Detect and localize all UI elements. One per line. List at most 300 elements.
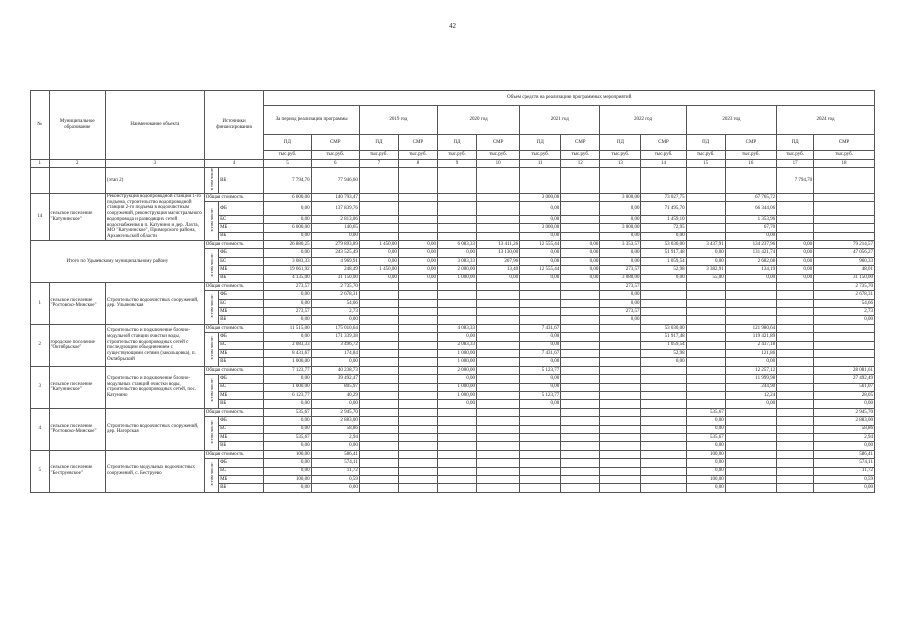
- value-cell: [561, 450, 600, 458]
- municipal-name: сельское поселение "Ростовско-Минское": [49, 408, 106, 450]
- value-cell: 1 459,10: [641, 215, 686, 223]
- value-cell: 0,00: [686, 484, 725, 492]
- value-cell: [398, 366, 437, 374]
- value-cell: [777, 383, 814, 391]
- value-cell: 960,33: [814, 257, 875, 265]
- value-cell: 0,00: [600, 299, 641, 307]
- header-column-number: 3: [106, 160, 205, 168]
- value-cell: 0,00: [641, 232, 686, 240]
- value-cell: [359, 408, 398, 416]
- funding-source: МБ: [219, 475, 264, 483]
- value-cell: [561, 316, 600, 324]
- header-unit: тыс.руб.: [398, 151, 437, 160]
- in-total-text: в том числе:: [208, 378, 214, 402]
- value-cell: 73 027,75: [641, 193, 686, 201]
- value-cell: [398, 291, 437, 299]
- value-cell: [477, 341, 520, 349]
- value-cell: [398, 383, 437, 391]
- value-cell: [641, 484, 686, 492]
- value-cell: 0,00: [686, 459, 725, 467]
- value-cell: [437, 425, 476, 433]
- value-cell: 0,00: [777, 249, 814, 257]
- value-cell: [641, 299, 686, 307]
- municipal-name: сельское поселение "Катунинское": [49, 366, 106, 408]
- value-cell: 31 150,00: [814, 274, 875, 282]
- funding-source: ФБ: [219, 249, 264, 257]
- value-cell: 273,57: [600, 282, 641, 290]
- value-cell: 1 000,00: [437, 358, 476, 366]
- value-cell: 12 257,12: [725, 366, 776, 374]
- value-cell: [561, 467, 600, 475]
- header-sub: СМР: [311, 135, 359, 151]
- header-unit: тыс.руб.: [641, 151, 686, 160]
- value-cell: [641, 383, 686, 391]
- value-cell: [477, 475, 520, 483]
- value-cell: [437, 475, 476, 483]
- value-cell: 4 969,91: [311, 257, 359, 265]
- value-cell: [437, 291, 476, 299]
- value-cell: 140,65: [311, 224, 359, 232]
- value-cell: [686, 358, 725, 366]
- value-cell: [641, 316, 686, 324]
- value-cell: [359, 375, 398, 383]
- value-cell: [777, 442, 814, 450]
- value-cell: [477, 366, 520, 374]
- value-cell: [600, 383, 641, 391]
- value-cell: [477, 232, 520, 240]
- value-cell: [520, 282, 561, 290]
- object-name: Строительство и подключение блочно-модульных станций очистки воды, строительство водопроводных сетей, пос. Катунино: [106, 366, 205, 408]
- value-cell: 0,00: [814, 400, 875, 408]
- object-name: Строительство и подключение блочно-модульной станции очистки воды, строительство водопроводных сетей с последующим объединением с существующими сетями (закольцовка), п. Октябрьский: [106, 324, 205, 366]
- value-cell: [359, 299, 398, 307]
- funding-source: ФБ: [219, 333, 264, 341]
- value-cell: [520, 316, 561, 324]
- value-cell: [641, 168, 686, 194]
- value-cell: [359, 232, 398, 240]
- value-cell: 243 525,49: [311, 249, 359, 257]
- value-cell: [814, 341, 875, 349]
- value-cell: 535,67: [686, 408, 725, 416]
- value-cell: 53 030,00: [641, 240, 686, 248]
- value-cell: [359, 484, 398, 492]
- value-cell: [814, 168, 875, 194]
- header-column-number: 2: [49, 160, 106, 168]
- header-sub: СМР: [725, 135, 776, 151]
- value-cell: 66 344,06: [725, 202, 776, 215]
- value-cell: [641, 366, 686, 374]
- value-cell: 0,00: [600, 232, 641, 240]
- value-cell: [777, 392, 814, 400]
- value-cell: [600, 467, 641, 475]
- funding-source: МБ: [219, 392, 264, 400]
- value-cell: 2 945,70: [814, 408, 875, 416]
- value-cell: [777, 282, 814, 290]
- value-cell: [686, 232, 725, 240]
- in-total-text: в том числе: [208, 168, 214, 191]
- value-cell: 0,00: [264, 375, 311, 383]
- value-cell: 1 000,00: [437, 350, 476, 358]
- header-sub: ПД: [437, 135, 476, 151]
- value-cell: [777, 358, 814, 366]
- value-cell: 31 150,00: [311, 274, 359, 282]
- value-cell: [725, 459, 776, 467]
- value-cell: 58,86: [814, 425, 875, 433]
- header-unit: тыс.руб.: [520, 151, 561, 160]
- value-cell: 40,29: [311, 392, 359, 400]
- value-cell: 3 353,57: [600, 240, 641, 248]
- value-cell: [520, 475, 561, 483]
- value-cell: [359, 417, 398, 425]
- funding-source: МБ: [219, 350, 264, 358]
- value-cell: 0,00: [359, 249, 398, 257]
- value-cell: 0,00: [264, 459, 311, 467]
- value-cell: 574,11: [814, 459, 875, 467]
- value-cell: 0,00: [398, 240, 437, 248]
- value-cell: 47 056,27: [814, 249, 875, 257]
- value-cell: [600, 333, 641, 341]
- value-cell: [641, 459, 686, 467]
- value-cell: 13,40: [477, 266, 520, 274]
- value-cell: [477, 333, 520, 341]
- value-cell: 121 980,64: [725, 324, 776, 332]
- value-cell: 279 893,89: [311, 240, 359, 248]
- value-cell: 2 945,70: [311, 408, 359, 416]
- value-cell: 0,00: [777, 274, 814, 282]
- value-cell: 0,00: [264, 232, 311, 240]
- value-cell: 0,00: [520, 202, 561, 215]
- value-cell: [477, 224, 520, 232]
- value-cell: [437, 232, 476, 240]
- value-cell: [814, 324, 875, 332]
- value-cell: [437, 193, 476, 201]
- header-year: 2023 год: [686, 106, 776, 135]
- value-cell: [600, 375, 641, 383]
- object-name: (этап 2): [106, 168, 205, 194]
- value-cell: [437, 308, 476, 316]
- value-cell: [814, 202, 875, 215]
- value-cell: [437, 215, 476, 223]
- value-cell: 7 123,77: [264, 366, 311, 374]
- value-cell: 0,00: [264, 417, 311, 425]
- value-cell: [814, 224, 875, 232]
- value-cell: [477, 193, 520, 201]
- district-total-label: Итого по Удьяевскому муниципальному району: [31, 240, 205, 282]
- value-cell: 6 000,00: [264, 193, 311, 201]
- value-cell: 0,00: [561, 274, 600, 282]
- value-cell: [520, 484, 561, 492]
- value-cell: 2 000,00: [437, 266, 476, 274]
- value-cell: 2 813,06: [311, 215, 359, 223]
- value-cell: 7 794,70: [264, 168, 311, 194]
- header-unit: тыс.руб.: [311, 151, 359, 160]
- value-cell: 2 083,33: [264, 341, 311, 349]
- value-cell: 3 080,00: [600, 274, 641, 282]
- value-cell: [398, 475, 437, 483]
- municipal-name: сельское поселение "Ростовско-Минское": [49, 282, 106, 324]
- value-cell: 53 030,00: [641, 324, 686, 332]
- value-cell: [686, 202, 725, 215]
- value-cell: 0,00: [264, 202, 311, 215]
- value-cell: [686, 215, 725, 223]
- value-cell: [398, 358, 437, 366]
- value-cell: [359, 459, 398, 467]
- value-cell: 0,00: [520, 257, 561, 265]
- header-sub: ПД: [686, 135, 725, 151]
- row-number: 14: [31, 193, 50, 240]
- value-cell: 273,57: [600, 266, 641, 274]
- value-cell: 0,00: [520, 249, 561, 257]
- funding-source: ФБ: [219, 459, 264, 467]
- value-cell: [477, 400, 520, 408]
- value-cell: 0,00: [777, 257, 814, 265]
- value-cell: 6 083,33: [437, 240, 476, 248]
- header-unit: тыс.руб.: [686, 151, 725, 160]
- funding-source: ФБ: [219, 202, 264, 215]
- value-cell: 0,00: [725, 400, 776, 408]
- header-unit: тыс.руб.: [600, 151, 641, 160]
- value-cell: [777, 291, 814, 299]
- value-cell: 0,00: [641, 274, 686, 282]
- value-cell: [777, 400, 814, 408]
- value-cell: [437, 484, 476, 492]
- municipal-name: сельское поселение "Катунинское": [49, 193, 106, 240]
- value-cell: [359, 224, 398, 232]
- value-cell: 2 000,00: [437, 366, 476, 374]
- header-column-number: 16: [725, 160, 776, 168]
- value-cell: [777, 224, 814, 232]
- value-cell: 51 917,48: [641, 333, 686, 341]
- value-cell: 0,00: [814, 484, 875, 492]
- value-cell: [359, 341, 398, 349]
- value-cell: 0,00: [311, 400, 359, 408]
- header-sub: ПД: [777, 135, 814, 151]
- value-cell: [398, 308, 437, 316]
- value-cell: [437, 224, 476, 232]
- value-cell: 0,00: [264, 299, 311, 307]
- value-cell: 174,84: [311, 350, 359, 358]
- value-cell: [437, 417, 476, 425]
- value-cell: [600, 408, 641, 416]
- value-cell: [398, 193, 437, 201]
- table-row: [31, 193, 875, 201]
- value-cell: [686, 350, 725, 358]
- value-cell: [520, 408, 561, 416]
- value-cell: [561, 484, 600, 492]
- value-cell: [359, 442, 398, 450]
- header-year: 2024 год: [777, 106, 875, 135]
- object-name: Строительство модульных водоочистных сооружений, с. Беструево: [106, 450, 205, 492]
- header-column-number: 6: [311, 160, 359, 168]
- value-cell: 0,00: [264, 467, 311, 475]
- row-number: 2: [31, 324, 50, 366]
- value-cell: [814, 358, 875, 366]
- value-cell: [437, 459, 476, 467]
- header-year: 2021 год: [520, 106, 600, 135]
- funding-source: ВБ: [219, 484, 264, 492]
- value-cell: 2 682,08: [725, 257, 776, 265]
- value-cell: 134,19: [725, 266, 776, 274]
- value-cell: 0,00: [561, 266, 600, 274]
- value-cell: 1 059,54: [641, 257, 686, 265]
- value-cell: 0,00: [398, 249, 437, 257]
- funding-source: ВБ: [219, 400, 264, 408]
- value-cell: [398, 400, 437, 408]
- value-cell: 134 237,96: [725, 240, 776, 248]
- value-cell: 0,00: [311, 484, 359, 492]
- value-cell: 3 496,72: [311, 341, 359, 349]
- value-cell: 0,00: [398, 274, 437, 282]
- value-cell: [398, 202, 437, 215]
- value-cell: [477, 350, 520, 358]
- value-cell: [814, 333, 875, 341]
- value-cell: [725, 467, 776, 475]
- value-cell: [561, 366, 600, 374]
- value-cell: 2 437,18: [725, 341, 776, 349]
- header-group-title: Объем средств на реализацию программных мероприятий: [264, 91, 875, 106]
- value-cell: 0,59: [814, 475, 875, 483]
- value-cell: 0,00: [520, 341, 561, 349]
- value-cell: [561, 475, 600, 483]
- table-row: [31, 240, 875, 248]
- value-cell: 1 000,00: [264, 383, 311, 391]
- value-cell: [725, 417, 776, 425]
- in-total-text: в том числе:: [208, 462, 214, 486]
- value-cell: 119 421,89: [725, 333, 776, 341]
- value-cell: [398, 484, 437, 492]
- value-cell: 4 083,33: [437, 324, 476, 332]
- value-cell: [520, 433, 561, 441]
- funding-source: ВБ: [219, 358, 264, 366]
- value-cell: 0,00: [264, 249, 311, 257]
- value-cell: [477, 459, 520, 467]
- value-cell: 0,00: [264, 425, 311, 433]
- object-name: Реконструкция водопроводной станции 1-го подъема, строительство водопроводной станции 2-го подъема в водоочистным сооружений, реконструкция магистрального водопровода и разводящих сетей водоснабжения в п. Катунино и дер. Лахта, МО "Катунинское", Приморского района, Архангельской области: [106, 193, 205, 240]
- funding-source: БС: [219, 257, 264, 265]
- value-cell: [561, 417, 600, 425]
- value-cell: 0,00: [686, 249, 725, 257]
- header-unit: тыс.руб.: [264, 151, 311, 160]
- value-cell: [520, 417, 561, 425]
- value-cell: [359, 383, 398, 391]
- header-column-number: 15: [686, 160, 725, 168]
- table-row: [31, 450, 875, 458]
- object-name: Строительство водоочистных сооружений, дер. Нагорская: [106, 408, 205, 450]
- value-cell: [561, 433, 600, 441]
- row-number: [31, 168, 50, 194]
- value-cell: [477, 308, 520, 316]
- value-cell: 54,66: [311, 299, 359, 307]
- value-cell: 3 437,91: [686, 240, 725, 248]
- value-cell: 11 515,00: [264, 324, 311, 332]
- header-sub: ПД: [359, 135, 398, 151]
- in-total-label: [204, 202, 218, 241]
- value-cell: [477, 467, 520, 475]
- value-cell: [398, 215, 437, 223]
- funding-source: ВБ: [219, 274, 264, 282]
- value-cell: [600, 168, 641, 194]
- value-cell: [561, 350, 600, 358]
- value-cell: [398, 459, 437, 467]
- value-cell: [359, 392, 398, 400]
- value-cell: 100,00: [264, 450, 311, 458]
- value-cell: [600, 425, 641, 433]
- table-row: [31, 282, 875, 290]
- value-cell: [561, 291, 600, 299]
- funding-source: МБ: [219, 308, 264, 316]
- value-cell: 0,00: [686, 417, 725, 425]
- value-cell: [777, 232, 814, 240]
- value-cell: [561, 232, 600, 240]
- value-cell: [686, 316, 725, 324]
- in-total-text: в том числе:: [208, 420, 214, 444]
- value-cell: [686, 291, 725, 299]
- value-cell: 0,00: [520, 215, 561, 223]
- value-cell: 0,00: [520, 375, 561, 383]
- value-cell: 51 917,48: [641, 249, 686, 257]
- value-cell: [359, 215, 398, 223]
- value-cell: 0,00: [264, 291, 311, 299]
- value-cell: [777, 299, 814, 307]
- header-sub: СМР: [641, 135, 686, 151]
- value-cell: [777, 408, 814, 416]
- header-unit: тыс.руб.: [725, 151, 776, 160]
- value-cell: 2,73: [814, 308, 875, 316]
- value-cell: 0,00: [686, 257, 725, 265]
- value-cell: 0,00: [477, 274, 520, 282]
- value-cell: 561,07: [814, 383, 875, 391]
- total-cost-label: Общая стоимость: [204, 193, 264, 201]
- value-cell: [398, 282, 437, 290]
- value-cell: 6 000,00: [264, 224, 311, 232]
- value-cell: [520, 442, 561, 450]
- total-cost-label: Общая стоимость: [204, 366, 264, 374]
- municipal-name: городское поселение "Октябрьское": [49, 324, 106, 366]
- value-cell: 574,11: [311, 459, 359, 467]
- value-cell: [641, 433, 686, 441]
- value-cell: 11 999,98: [725, 375, 776, 383]
- value-cell: [600, 358, 641, 366]
- header-year: 2020 год: [437, 106, 519, 135]
- value-cell: [561, 282, 600, 290]
- value-cell: [814, 193, 875, 201]
- value-cell: 0,00: [600, 257, 641, 265]
- header-column-number: 14: [641, 160, 686, 168]
- value-cell: [561, 400, 600, 408]
- value-cell: 13 411,26: [477, 240, 520, 248]
- value-cell: [437, 282, 476, 290]
- value-cell: 0,59: [311, 475, 359, 483]
- value-cell: [641, 291, 686, 299]
- value-cell: [561, 202, 600, 215]
- value-cell: [686, 375, 725, 383]
- value-cell: [600, 392, 641, 400]
- value-cell: [777, 193, 814, 201]
- value-cell: [477, 316, 520, 324]
- value-cell: [725, 475, 776, 483]
- header-sub: ПД: [520, 135, 561, 151]
- value-cell: [686, 308, 725, 316]
- value-cell: 0,00: [437, 400, 476, 408]
- value-cell: [725, 433, 776, 441]
- value-cell: [359, 168, 398, 194]
- in-total-label: [204, 417, 218, 451]
- value-cell: 121,86: [725, 350, 776, 358]
- value-cell: 0,00: [311, 358, 359, 366]
- value-cell: [437, 316, 476, 324]
- value-cell: 0,00: [398, 257, 437, 265]
- value-cell: [359, 291, 398, 299]
